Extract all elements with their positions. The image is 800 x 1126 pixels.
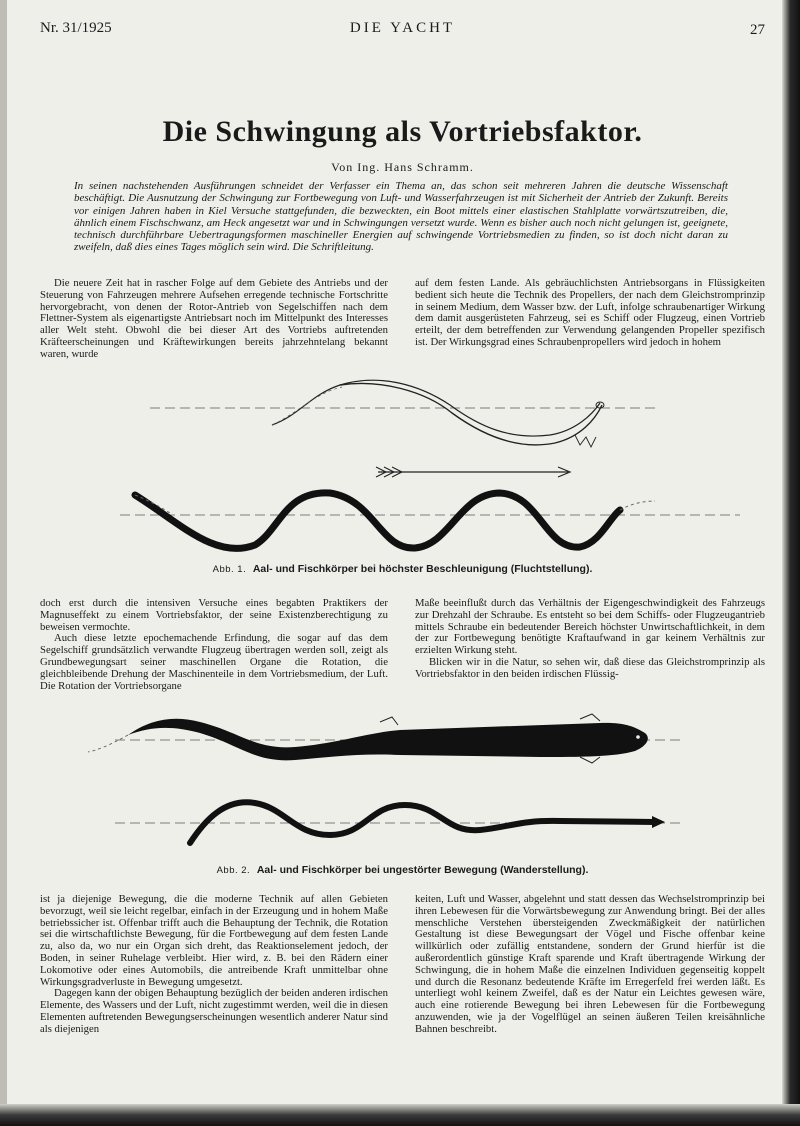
column-1a: [40, 278, 388, 361]
article-title: Die Schwingung als Vortriebsfaktor.: [162, 115, 643, 148]
paragraph: Blicken wir in die Natur, so sehen wir, daß diese das Gleichstromprinzip als Vortriebsfaktor in den beiden irdischen Flüssig-: [415, 655, 765, 680]
fin-icon: [575, 435, 596, 447]
catfish-tail-trail: [88, 735, 128, 752]
intro-text: In seinen nachstehenden Ausführungen schneidet der Verfasser ein Thema an, das schon seit mehreren Jahren die deutsche Wissenschaft beschäftigt. Die Ausnutzung der Schwingung zur Fortbewegung von Luft- und Wasserfahrzeugen ist mit Sicherheit der Antrieb der Zukunft. Bereits vor einigen Jahren haben in Kiel Versuche stattgefunden, die bezweckten, ein Boot mittels einer elastischen Stahlplatte vorwärtszutreiben, die, ähnlich einem Fischschwanz, am Heck angesetzt war und in Schwingungen versetzt wurde. Wenn es bisher auch noch nicht gelungen ist, geeignete, technisch durchführbare Uebertragungsformen maschineller Energien auf schwingende Vortriebsmedien zu finden, so ist doch nicht daran zu zweifeln, daß dies eines Tages möglich sein wird.: [74, 180, 728, 254]
page-edge-bottom: [0, 1104, 800, 1126]
fish-eye-icon: [636, 735, 640, 739]
figure-2: [40, 705, 765, 855]
page-edge-left: [0, 0, 7, 1126]
fish-eye-icon: [596, 402, 604, 408]
issue-number: Nr. 31/1925: [40, 20, 112, 36]
intro-signature: Die Schriftleitung.: [292, 241, 374, 254]
eel-outline-lower: [340, 383, 602, 444]
eel-tail-trail: [272, 387, 342, 425]
column-3b: [415, 894, 765, 1036]
column-2b: [415, 598, 765, 681]
figure-2-illustration: [40, 705, 765, 855]
figure-2-number: Abb. 2.: [216, 865, 251, 876]
paragraph: Auch diese letzte epochemachende Erfindung, die sogar auf das dem Segelschiff grundsätzlich verwandte Flugzeug übertragen werden soll, zeigt als Grundbewegungsart seiner maschinellen Organe die Rotation, die gleichbleibende Drehung der Maschinenteile in dem Vortriebsmedium, der Luft. Die Rotation der Vortriebsorgane: [40, 632, 388, 692]
paragraph: ist ja diejenige Bewegung, die die moderne Technik auf allen Gebieten bevorzugt, weil sie leicht regelbar, einfach in der Erzeugung und in hohem Maße betriebssicher ist. Offenbar trifft auch die Behauptung der Technik, die Rotation sei die wirtschaftlichste Bewegung, für die Fortbewegung auf dem festen Lande zu, also da, wo nur ein Organ sich dreht, das Reaktionselement jedoch, der Boden, in seiner Ruhelage verbleibt. Hier wird, z. B. bei den Rädern einer Lokomotive oder eines Automobils, die antreibende Kraft unmittelbar ohne Wirkungsgradverluste in Bewegung umgesetzt.: [40, 893, 388, 988]
figure-1-caption-text: Aal- und Fischkörper bei höchster Beschleunigung (Fluchtstellung).: [252, 563, 593, 575]
article-author: Von Ing. Hans Schramm.: [331, 160, 474, 174]
column-1b: [415, 278, 765, 349]
paragraph: doch erst durch die intensiven Versuche eines begabten Praktikers der Magnuseffekt zu einem Vortriebsfaktor, der seine Existenzberechtigung zu beweisen vermochte.: [40, 597, 388, 633]
editorial-intro: [74, 180, 728, 254]
running-head: [40, 20, 765, 42]
column-3a: [40, 894, 388, 1036]
paragraph: Maße beeinflußt durch das Verhältnis der Eigengeschwindigkeit des Fahrzeugs zur Drehzahl der Schraube. Es entsteht so bei dem Schiffs- oder Flugzeugantrieb mittels Schraube ein bedeutender Bereich höchster Unwirtschaftlichkeit, in dem der zur Fortbewegung benötigte Kraftaufwand in gar keinem Verhältnis zur erzielten Wirkung steht.: [415, 597, 765, 657]
catfish-body: [128, 719, 648, 761]
figure-1-caption: [40, 563, 765, 575]
figure-1: [40, 365, 765, 565]
figure-2-caption: [40, 864, 765, 876]
paragraph: Dagegen kann der obigen Behauptung bezüglich der beiden anderen irdischen Elemente, des Wassers und der Luft, nicht zugestimmt werden, weil die in diesen Elementen auftretenden Bewegungserscheinungen wesentlich anderer Natur sind als diejenigen: [40, 987, 388, 1035]
paragraph: keiten, Luft und Wasser, abgelehnt und statt dessen das Wechselstromprinzip bei ihren Lebewesen für die Vorwärtsbewegung zur Anwendung bringt. Bei der alles menschliche Verstehen übersteigenden Zweckmäßigkeit der natürlichen Gestaltung ist diese Bewegungsart der Vögel und Fische offenbar keine willkürlich oder zufällig entstandene, sondern der Grund hierfür ist die außerordentlich günstige Kraft sparende und Kraft übertragende Wirkung der Schwingung, die in hohem Maße die einzelnen Individuen gegenseitig koppelt und durch die Resonanz bedeutende Kräfte im Erregerfeld frei werden läßt. Es unterliegt wohl keinem Zweifel, daß es der Natur ein Leichtes gewesen wäre, auch eine rotierende Bewegung bei ihren Lebewesen für die Fortbewegung anzuwenden, wie ja der Vogelflügel an seinen äußeren Teilen kreisähnliche Bahnen beschreibt.: [415, 893, 765, 1035]
fish-body-wave: [135, 493, 620, 549]
page-number: 27: [750, 22, 765, 38]
paragraph: Die neuere Zeit hat in rascher Folge auf dem Gebiete des Antriebs und der Steuerung von Fahrzeugen mehrere Aufsehen erregende technische Fortschritte hervorgebracht, von denen der Rotor-Antrieb von Segelschiffen nach dem Flettner-System als eigenartigste Antriebsart noch im Mittelpunkt des Interesses aller Welt steht. Obwohl die bei dieser Art des Vortriebs auftretenden Kräfteerscheinungen und Kräftewirkungen bereits jahrzehntelang bekannt waren, wurde: [40, 277, 388, 360]
magazine-name: DIE YACHT: [349, 20, 456, 36]
page-edge-right: [782, 0, 800, 1126]
figure-1-number: Abb. 1.: [212, 564, 247, 575]
fish-head-trail: [620, 501, 655, 510]
paragraph: auf dem festen Lande. Als gebräuchlichsten Antriebsorgans in Flüssigkeiten bedient sich heute die Technik des Propellers, der nach dem Gleichstromprinzip in seinem Medium, dem Wasser bzw. der Luft, infolge schraubenartiger Wirkung dem damit ausgerüsteten Fahrzeug, sei es Schiff oder Flugzeug, einen Vortrieb erteilt, der dem betreffenden zur Verwendung gelangenden Propeller spezifisch ist. Der Wirkungsgrad eines Schraubenpropellers wird jedoch in hohem: [415, 277, 765, 348]
figure-2-caption-text: Aal- und Fischkörper bei ungestörter Bewegung (Wanderstellung).: [256, 864, 589, 876]
eel-head-icon: [652, 816, 665, 828]
column-2a: [40, 598, 388, 692]
figure-1-illustration: [40, 365, 765, 565]
